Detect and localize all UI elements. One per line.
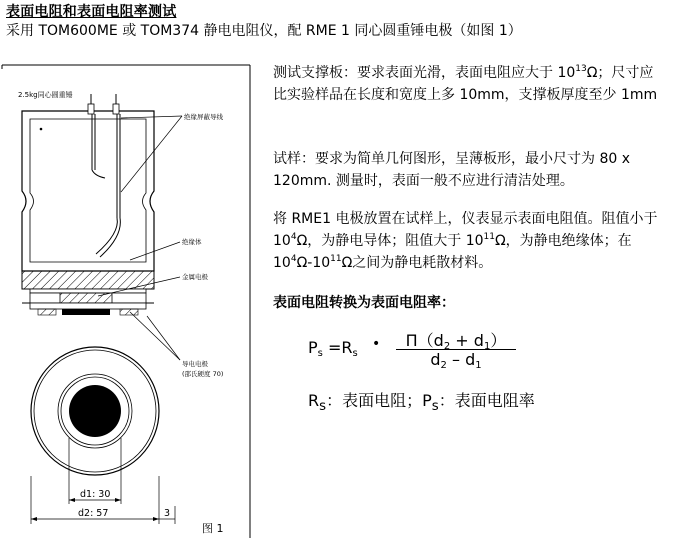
formula-lhs: $P_s =R_s$ xyxy=(308,338,358,359)
label-metal-electrode: 金属电极 xyxy=(182,273,208,281)
dim-d1: d1: 30 xyxy=(80,489,111,500)
formula-dot: • xyxy=(372,336,381,352)
label-insulator: 绝缘体 xyxy=(182,238,202,246)
dim-d2: d2: 57 xyxy=(78,508,109,519)
figure-caption: 图 1 xyxy=(202,522,224,535)
weight-body xyxy=(22,111,154,271)
paragraph-specimen: 试样：要求为简单几何图形，呈薄板形，最小尺寸为 80 x 120mm. 测量时，表面一般不应进行清洁处理。 xyxy=(273,151,630,189)
label-conductive-electrode: 导电电极 xyxy=(182,360,208,368)
document-subtitle: 采用 TOM600ME 或 TOM374 静电电阻仪，配 RME 1 同心圆重锤电极（如图 1） xyxy=(6,23,522,39)
symbol-definitions: $R_s$：表面电阻；$P_s$：表面电阻率 xyxy=(308,391,535,415)
formula-denominator: $d_2 - d_1$ xyxy=(430,350,482,371)
paragraph-classification: 将 RME1 电极放置在试样上，仪表显示表面电阻值。阻值小于 $10^4\Omega$，为静电导体；阻值大于 $10^{11}\Omega$，为静电绝缘体；在 $10^4\Omega-10^{11}\Omega$之间为静电耗散材料。 xyxy=(273,211,658,271)
label-weight: 2.5kg同心圆重锤 xyxy=(18,91,73,99)
figure-1 xyxy=(0,58,262,538)
label-conductive-electrode-note: (邵氏硬度 70) xyxy=(182,370,224,378)
electrode-diagram xyxy=(0,58,262,538)
label-shield-wire: 绝缘屏蔽导线 xyxy=(184,113,223,121)
center-electrode xyxy=(69,385,121,437)
document-title: 表面电阻和表面电阻率测试 xyxy=(6,4,177,20)
insulator-layer xyxy=(22,271,154,289)
dim-gap: 3 xyxy=(164,508,171,519)
formula-numerator: $\Pi(d_2 + d_1)$ xyxy=(405,331,507,352)
paragraph-support-plate: 测试支撑板：要求表面光滑，表面电阻应大于 $10^{13}\Omega$；尺寸应比实验样品在长度和宽度上多 10mm，支撑板厚度至少 1mm xyxy=(273,64,658,103)
formula-heading: 表面电阻转换为表面电阻率： xyxy=(273,295,455,311)
